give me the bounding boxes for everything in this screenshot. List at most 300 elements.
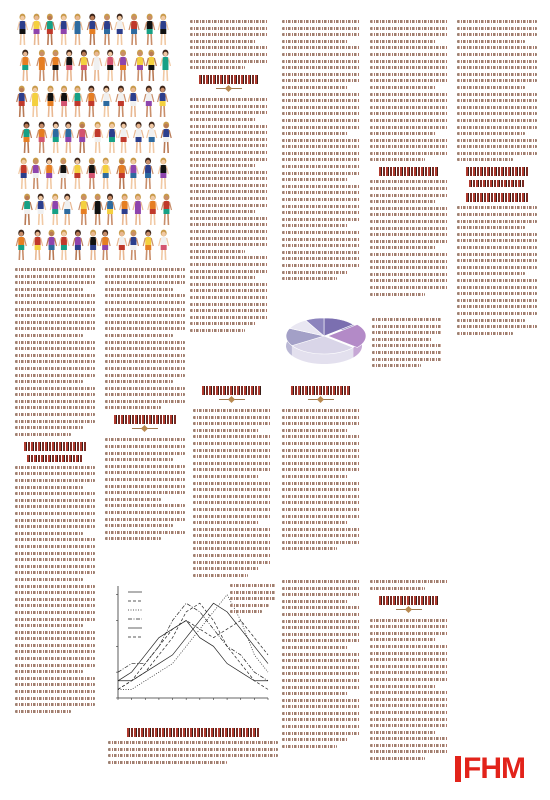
text-line	[282, 606, 360, 609]
section-heading	[379, 167, 440, 176]
figure	[62, 194, 72, 225]
text-line	[190, 309, 268, 312]
text-line	[190, 303, 268, 306]
text-line	[457, 253, 537, 256]
figure	[134, 122, 144, 153]
figure	[92, 50, 102, 81]
text-line	[282, 659, 360, 662]
text-line	[105, 334, 173, 337]
figure	[59, 86, 69, 117]
text-line	[190, 322, 256, 325]
line-chart-caption	[230, 584, 276, 617]
text-line	[457, 27, 537, 30]
text-line	[457, 332, 513, 335]
figure	[116, 86, 126, 117]
text-line	[105, 374, 185, 377]
text-line	[15, 664, 95, 667]
text-line	[282, 126, 360, 129]
text-column-6	[105, 268, 185, 544]
text-line	[15, 486, 83, 489]
text-line	[15, 426, 83, 429]
figure	[50, 194, 60, 225]
text-line	[15, 591, 95, 594]
text-line	[193, 455, 271, 458]
figure	[107, 122, 117, 153]
text-column-7	[193, 380, 271, 580]
text-line	[282, 455, 360, 458]
text-line	[15, 268, 95, 271]
text-line	[282, 633, 360, 636]
figure	[158, 86, 168, 117]
ornament-divider	[132, 428, 158, 432]
text-line	[282, 501, 360, 504]
text-line	[370, 53, 448, 56]
figure	[161, 194, 171, 225]
text-line	[282, 705, 360, 708]
figure	[45, 14, 55, 45]
figure	[118, 50, 128, 81]
ornament-divider	[396, 609, 422, 613]
text-line	[457, 20, 537, 23]
text-line	[190, 118, 256, 121]
text-line	[282, 86, 348, 89]
text-line	[108, 761, 227, 764]
text-line	[105, 438, 185, 441]
text-line	[15, 558, 95, 561]
text-line	[457, 312, 537, 315]
figure	[105, 50, 115, 81]
text-line	[15, 525, 95, 528]
text-line	[370, 711, 448, 714]
text-line	[190, 138, 268, 141]
figure	[17, 86, 27, 117]
text-line	[15, 433, 71, 436]
text-line	[370, 73, 448, 76]
section-heading	[291, 386, 352, 395]
text-line	[15, 703, 95, 706]
text-line	[282, 732, 360, 735]
text-line	[15, 400, 95, 403]
figure	[86, 86, 96, 117]
text-line	[193, 515, 271, 518]
text-line	[370, 240, 448, 243]
text-line	[15, 644, 95, 647]
text-line	[15, 334, 83, 337]
text-line	[370, 112, 448, 115]
figure	[115, 14, 125, 45]
text-line	[282, 271, 348, 274]
text-line	[193, 475, 259, 478]
text-line	[370, 132, 436, 135]
text-line	[370, 718, 448, 721]
text-line	[457, 112, 537, 115]
text-line	[105, 458, 173, 461]
text-line	[190, 289, 268, 292]
text-line	[105, 485, 185, 488]
text-line	[282, 198, 360, 201]
figure	[64, 50, 74, 81]
text-line	[282, 515, 360, 518]
text-line	[190, 329, 245, 332]
text-line	[457, 139, 537, 142]
text-line	[282, 534, 360, 537]
text-line	[15, 387, 95, 390]
text-line	[190, 53, 268, 56]
text-line	[15, 294, 95, 297]
figure	[160, 50, 170, 81]
text-line	[15, 598, 95, 601]
text-line	[372, 325, 442, 328]
text-line	[282, 277, 337, 280]
figure	[120, 194, 130, 225]
text-line	[370, 665, 448, 668]
text-line	[282, 580, 360, 583]
text-line	[193, 449, 271, 452]
text-line	[282, 488, 360, 491]
text-line	[105, 380, 173, 383]
text-line	[193, 567, 259, 570]
text-line	[190, 204, 268, 207]
text-line	[282, 686, 360, 689]
text-line	[282, 508, 360, 511]
text-line	[370, 652, 448, 655]
text-line	[457, 73, 537, 76]
figure	[128, 86, 138, 117]
text-line	[457, 266, 537, 269]
text-line	[370, 279, 448, 282]
text-line	[15, 710, 71, 713]
text-line	[372, 358, 442, 361]
text-line	[282, 158, 360, 161]
text-line	[282, 495, 360, 498]
text-line	[15, 690, 95, 693]
text-line	[105, 341, 185, 344]
text-line	[370, 731, 436, 734]
section-heading	[466, 193, 528, 202]
text-line	[105, 531, 185, 534]
text-line	[190, 316, 268, 319]
text-line	[193, 501, 271, 504]
logo-side-strip	[455, 756, 461, 782]
text-line	[15, 611, 95, 614]
figure	[135, 50, 145, 81]
logo-wordmark: FHM	[463, 752, 525, 785]
section-heading	[127, 728, 260, 737]
text-line	[370, 126, 448, 129]
text-line	[457, 286, 537, 289]
text-line	[105, 498, 161, 501]
text-column-1	[190, 20, 268, 336]
text-line	[457, 40, 525, 43]
text-line	[372, 351, 442, 354]
text-line	[282, 626, 360, 629]
text-line	[370, 86, 436, 89]
text-line	[105, 354, 185, 357]
text-line	[282, 482, 360, 485]
text-line	[105, 524, 173, 527]
figure	[93, 194, 103, 225]
text-line	[282, 712, 360, 715]
text-line	[282, 422, 360, 425]
figure	[158, 14, 168, 45]
text-line	[457, 93, 537, 96]
text-line	[370, 207, 448, 210]
figure	[102, 14, 112, 45]
text-line	[15, 578, 83, 581]
text-line	[370, 273, 448, 276]
text-line	[457, 325, 537, 328]
text-line	[282, 725, 360, 728]
text-line	[457, 79, 537, 82]
text-line	[282, 112, 360, 115]
text-line	[370, 260, 448, 263]
text-line	[370, 187, 448, 190]
figure	[101, 158, 111, 189]
text-line	[282, 475, 348, 478]
figure	[73, 14, 83, 45]
text-line	[457, 132, 525, 135]
text-line	[282, 40, 348, 43]
figure-strip	[15, 10, 175, 260]
text-line	[282, 46, 360, 49]
text-line	[15, 492, 95, 495]
text-line	[193, 482, 271, 485]
text-line	[457, 319, 525, 322]
text-line	[282, 152, 360, 155]
figure	[105, 194, 115, 225]
text-line	[15, 505, 95, 508]
text-line	[370, 678, 448, 681]
text-line	[15, 360, 95, 363]
text-line	[190, 98, 268, 101]
text-line	[282, 699, 360, 702]
figure	[93, 122, 103, 153]
text-line	[457, 86, 525, 89]
text-line	[15, 354, 95, 357]
text-column-5	[15, 268, 95, 716]
text-line	[370, 266, 448, 269]
text-line	[370, 580, 448, 583]
figure	[143, 230, 153, 260]
text-line	[15, 321, 95, 324]
text-line	[372, 318, 442, 321]
text-line	[370, 619, 448, 622]
text-line	[282, 93, 360, 96]
text-line	[372, 331, 442, 334]
text-column-9	[108, 722, 278, 767]
text-line	[370, 40, 436, 43]
text-line	[105, 452, 185, 455]
text-line	[282, 60, 360, 63]
text-line	[190, 66, 245, 69]
text-line	[105, 314, 185, 317]
text-line	[230, 604, 269, 607]
text-line	[370, 691, 448, 694]
text-line	[190, 111, 268, 114]
section-heading	[466, 167, 528, 176]
figure	[58, 158, 68, 189]
figure	[79, 50, 89, 81]
section-heading-line	[27, 455, 83, 462]
figure	[159, 230, 169, 260]
text-line	[15, 314, 95, 317]
figure	[30, 86, 40, 117]
text-line	[190, 20, 268, 23]
text-line	[370, 698, 448, 701]
text-line	[190, 237, 268, 240]
text-line	[190, 171, 268, 174]
text-line	[105, 367, 185, 370]
text-line	[282, 613, 360, 616]
text-line	[15, 275, 95, 278]
text-line	[282, 429, 348, 432]
figure	[148, 194, 158, 225]
text-line	[372, 344, 442, 347]
text-line	[190, 158, 268, 161]
text-line	[105, 445, 185, 448]
text-line	[105, 360, 185, 363]
text-line	[190, 144, 268, 147]
ornament-divider	[219, 399, 245, 403]
text-line	[15, 281, 95, 284]
section-heading	[379, 596, 440, 605]
text-line	[193, 422, 271, 425]
text-line	[105, 491, 185, 494]
text-line	[190, 296, 268, 299]
text-line	[282, 211, 360, 214]
text-line	[193, 541, 271, 544]
text-line	[15, 472, 95, 475]
text-line	[282, 409, 360, 412]
figure	[59, 14, 69, 45]
text-line	[457, 246, 537, 249]
figure	[119, 122, 129, 153]
text-line	[370, 253, 448, 256]
text-line	[370, 60, 448, 63]
text-line	[193, 435, 271, 438]
text-line	[457, 233, 537, 236]
figure	[88, 230, 98, 260]
figure	[79, 194, 89, 225]
text-line	[282, 185, 360, 188]
text-line	[282, 541, 360, 544]
figure	[128, 158, 138, 189]
text-line	[370, 119, 448, 122]
text-line	[15, 301, 95, 304]
text-line	[105, 406, 161, 409]
text-line	[282, 139, 360, 142]
text-line	[282, 238, 360, 241]
text-line	[15, 367, 95, 370]
text-line	[105, 537, 161, 540]
text-line	[105, 465, 185, 468]
text-line	[190, 250, 245, 253]
text-line	[15, 565, 95, 568]
figure	[59, 230, 69, 260]
text-line	[282, 73, 360, 76]
text-line	[105, 511, 185, 514]
text-line	[282, 27, 360, 30]
text-line	[282, 132, 348, 135]
text-line	[15, 683, 95, 686]
text-line	[282, 600, 348, 603]
text-line	[370, 145, 448, 148]
text-line	[282, 653, 360, 656]
text-line	[282, 191, 360, 194]
text-line	[370, 645, 448, 648]
text-line	[370, 724, 448, 727]
text-line	[190, 151, 268, 154]
text-line	[282, 165, 360, 168]
figure	[21, 122, 31, 153]
text-line	[190, 184, 268, 187]
text-line	[282, 264, 360, 267]
text-line	[282, 79, 360, 82]
text-line	[282, 145, 360, 148]
section-heading-line	[469, 180, 525, 187]
figure	[72, 86, 82, 117]
text-line	[370, 213, 448, 216]
text-line	[370, 632, 448, 635]
text-line	[457, 53, 537, 56]
text-line	[282, 244, 360, 247]
text-line	[457, 272, 525, 275]
text-line	[105, 294, 185, 297]
text-line	[15, 637, 95, 640]
text-line	[370, 737, 448, 740]
text-line	[105, 275, 185, 278]
text-line	[105, 471, 185, 474]
figure	[77, 122, 87, 153]
text-line	[193, 554, 271, 557]
text-line	[282, 99, 360, 102]
text-line	[457, 226, 525, 229]
figure	[128, 230, 138, 260]
figure	[145, 14, 155, 45]
text-line	[105, 387, 185, 390]
text-line	[370, 158, 425, 161]
text-line	[15, 380, 83, 383]
text-line	[282, 718, 360, 721]
text-line	[15, 604, 95, 607]
text-line	[282, 66, 360, 69]
text-line	[105, 504, 185, 507]
text-column-4	[457, 20, 537, 338]
section-heading	[202, 386, 263, 395]
text-line	[370, 152, 448, 155]
figure	[44, 158, 54, 189]
text-line	[190, 164, 256, 167]
text-line	[15, 327, 95, 330]
text-line	[190, 263, 268, 266]
text-line	[15, 552, 95, 555]
text-line	[282, 593, 360, 596]
figure	[33, 230, 43, 260]
text-line	[190, 60, 268, 63]
text-line	[190, 210, 256, 213]
text-line	[370, 93, 448, 96]
figure	[161, 122, 171, 153]
text-line	[190, 125, 268, 128]
text-line	[190, 131, 268, 134]
text-line	[15, 374, 95, 377]
text-line	[193, 495, 271, 498]
figure	[45, 86, 55, 117]
text-line	[105, 281, 185, 284]
figure	[101, 86, 111, 117]
text-line	[370, 638, 436, 641]
figure	[32, 14, 42, 45]
